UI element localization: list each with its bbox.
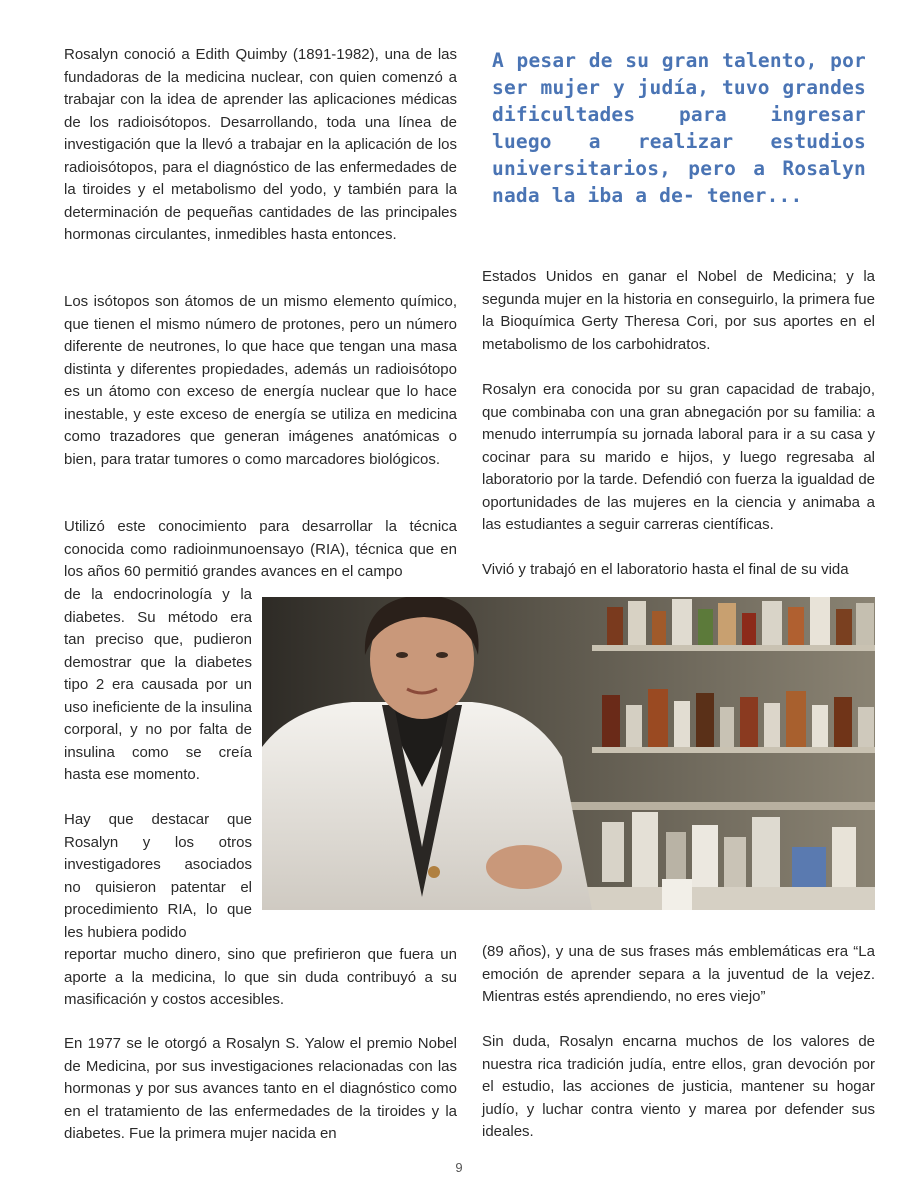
right-paragraph-2: Rosalyn era conocida por su gran capacidad de trabajo, que combinaba con una gran abnegación por su familia: a menudo interrumpía su jornada laboral para ir a su casa y cocinar para su marido e hijos, y luego regresaba al laboratorio por la tarde. Defendió con fuerza la igualdad de oportunidades de las mujeres en la ciencia y animaba a las estudiantes a seguir carreras científicas. — [482, 381, 875, 533]
laboratory-photo — [262, 597, 875, 910]
right-paragraph-3-end: (89 años), y una de sus frases más emblemáticas era “La emoción de aprender separa a la juventud de la vejez. Mientras estés aprendiendo, no eres viejo” — [482, 943, 875, 1005]
right-paragraph-4: Sin duda, Rosalyn encarna muchos de los valores de nuestra rica tradición judía, entre ellos, gran devoción por el estudio, las acciones de justicia, mantener su hogar judío, y luchar contra viento y marea por defender sus ideales. — [482, 1033, 875, 1140]
pull-quote: A pesar de su gran talento, por ser mujer y judía, tuvo grandes dificultades para ingresar luego a realizar estudios universitarios, pero a Rosalyn nada la iba a de- tener... — [492, 49, 866, 207]
left-paragraph-4-wrap: Hay que destacar que Rosalyn y los otros investigadores asociados no quisieron patentar el procedimiento RIA, lo que les hubiera podido — [64, 811, 252, 941]
right-paragraph-3-start: Vivió y trabajó en el laboratorio hasta el final de su vida — [482, 561, 849, 578]
laboratory-photo-illustration — [262, 597, 875, 910]
left-paragraph-3-start: Utilizó este conocimiento para desarrollar la técnica conocida como radioinmunoensayo (RIA), técnica que en los años 60 permitió grandes avances en el campo — [64, 518, 457, 580]
left-paragraph-1: Rosalyn conoció a Edith Quimby (1891-1982), una de las fundadoras de la medicina nuclear, con quien comenzó a trabajar con la idea de aprender las aplicaciones médicas de los radioisótopos. Desarrollando, toda una línea de investigación que la llevó a trabajar en la aplicación de los radioisótopos, para el diagnóstico de las enfermedades de la tiroides y el metabolismo del yodo, y también para la determinación de pequeñas cantidades de las principales hormonas circulantes, inmedibles hasta entonces. — [64, 46, 457, 243]
left-paragraph-4-end: reportar mucho dinero, sino que prefirieron que fuera un aporte a la medicina, lo que sin duda contribuyó a su masificación y costos accesibles. — [64, 946, 457, 1008]
left-paragraph-2: Los isótopos son átomos de un mismo elemento químico, que tienen el mismo número de protones, pero un número diferente de neutrones, lo que hace que tengan una masa distinta y diferentes propiedades, además un radioisótopo es un átomo con exceso de energía nuclear que lo hace inestable, y este exceso de energía se utiliza en medicina como trazadores que generan imágenes anatómicas o bien, para tratar tumores o como marcadores biológicos. — [64, 293, 457, 468]
right-paragraph-1: Estados Unidos en ganar el Nobel de Medicina; y la segunda mujer en la historia en conseguirlo, la primera fue la Bioquímica Gerty Theresa Cori, por sus aportes en el metabolismo de los carbohidratos. — [482, 268, 875, 353]
page-number: 9 — [455, 1160, 463, 1175]
left-paragraph-5: En 1977 se le otorgó a Rosalyn S. Yalow el premio Nobel de Medicina, por sus investigaciones relacionadas con las hormonas y por sus avances tanto en el diagnóstico como en el tratamiento de las enfermedades de la tiroides y la diabetes. Fue la primera mujer nacida en — [64, 1035, 457, 1142]
left-paragraph-3-wrap: de la endocrinología y la diabetes. Su método era tan preciso que, pudieron demostrar que la diabetes tipo 2 era causada por un uso ineficiente de la insulina corporal, y no por falta de insulina como se creía hasta ese momento. — [64, 586, 252, 783]
